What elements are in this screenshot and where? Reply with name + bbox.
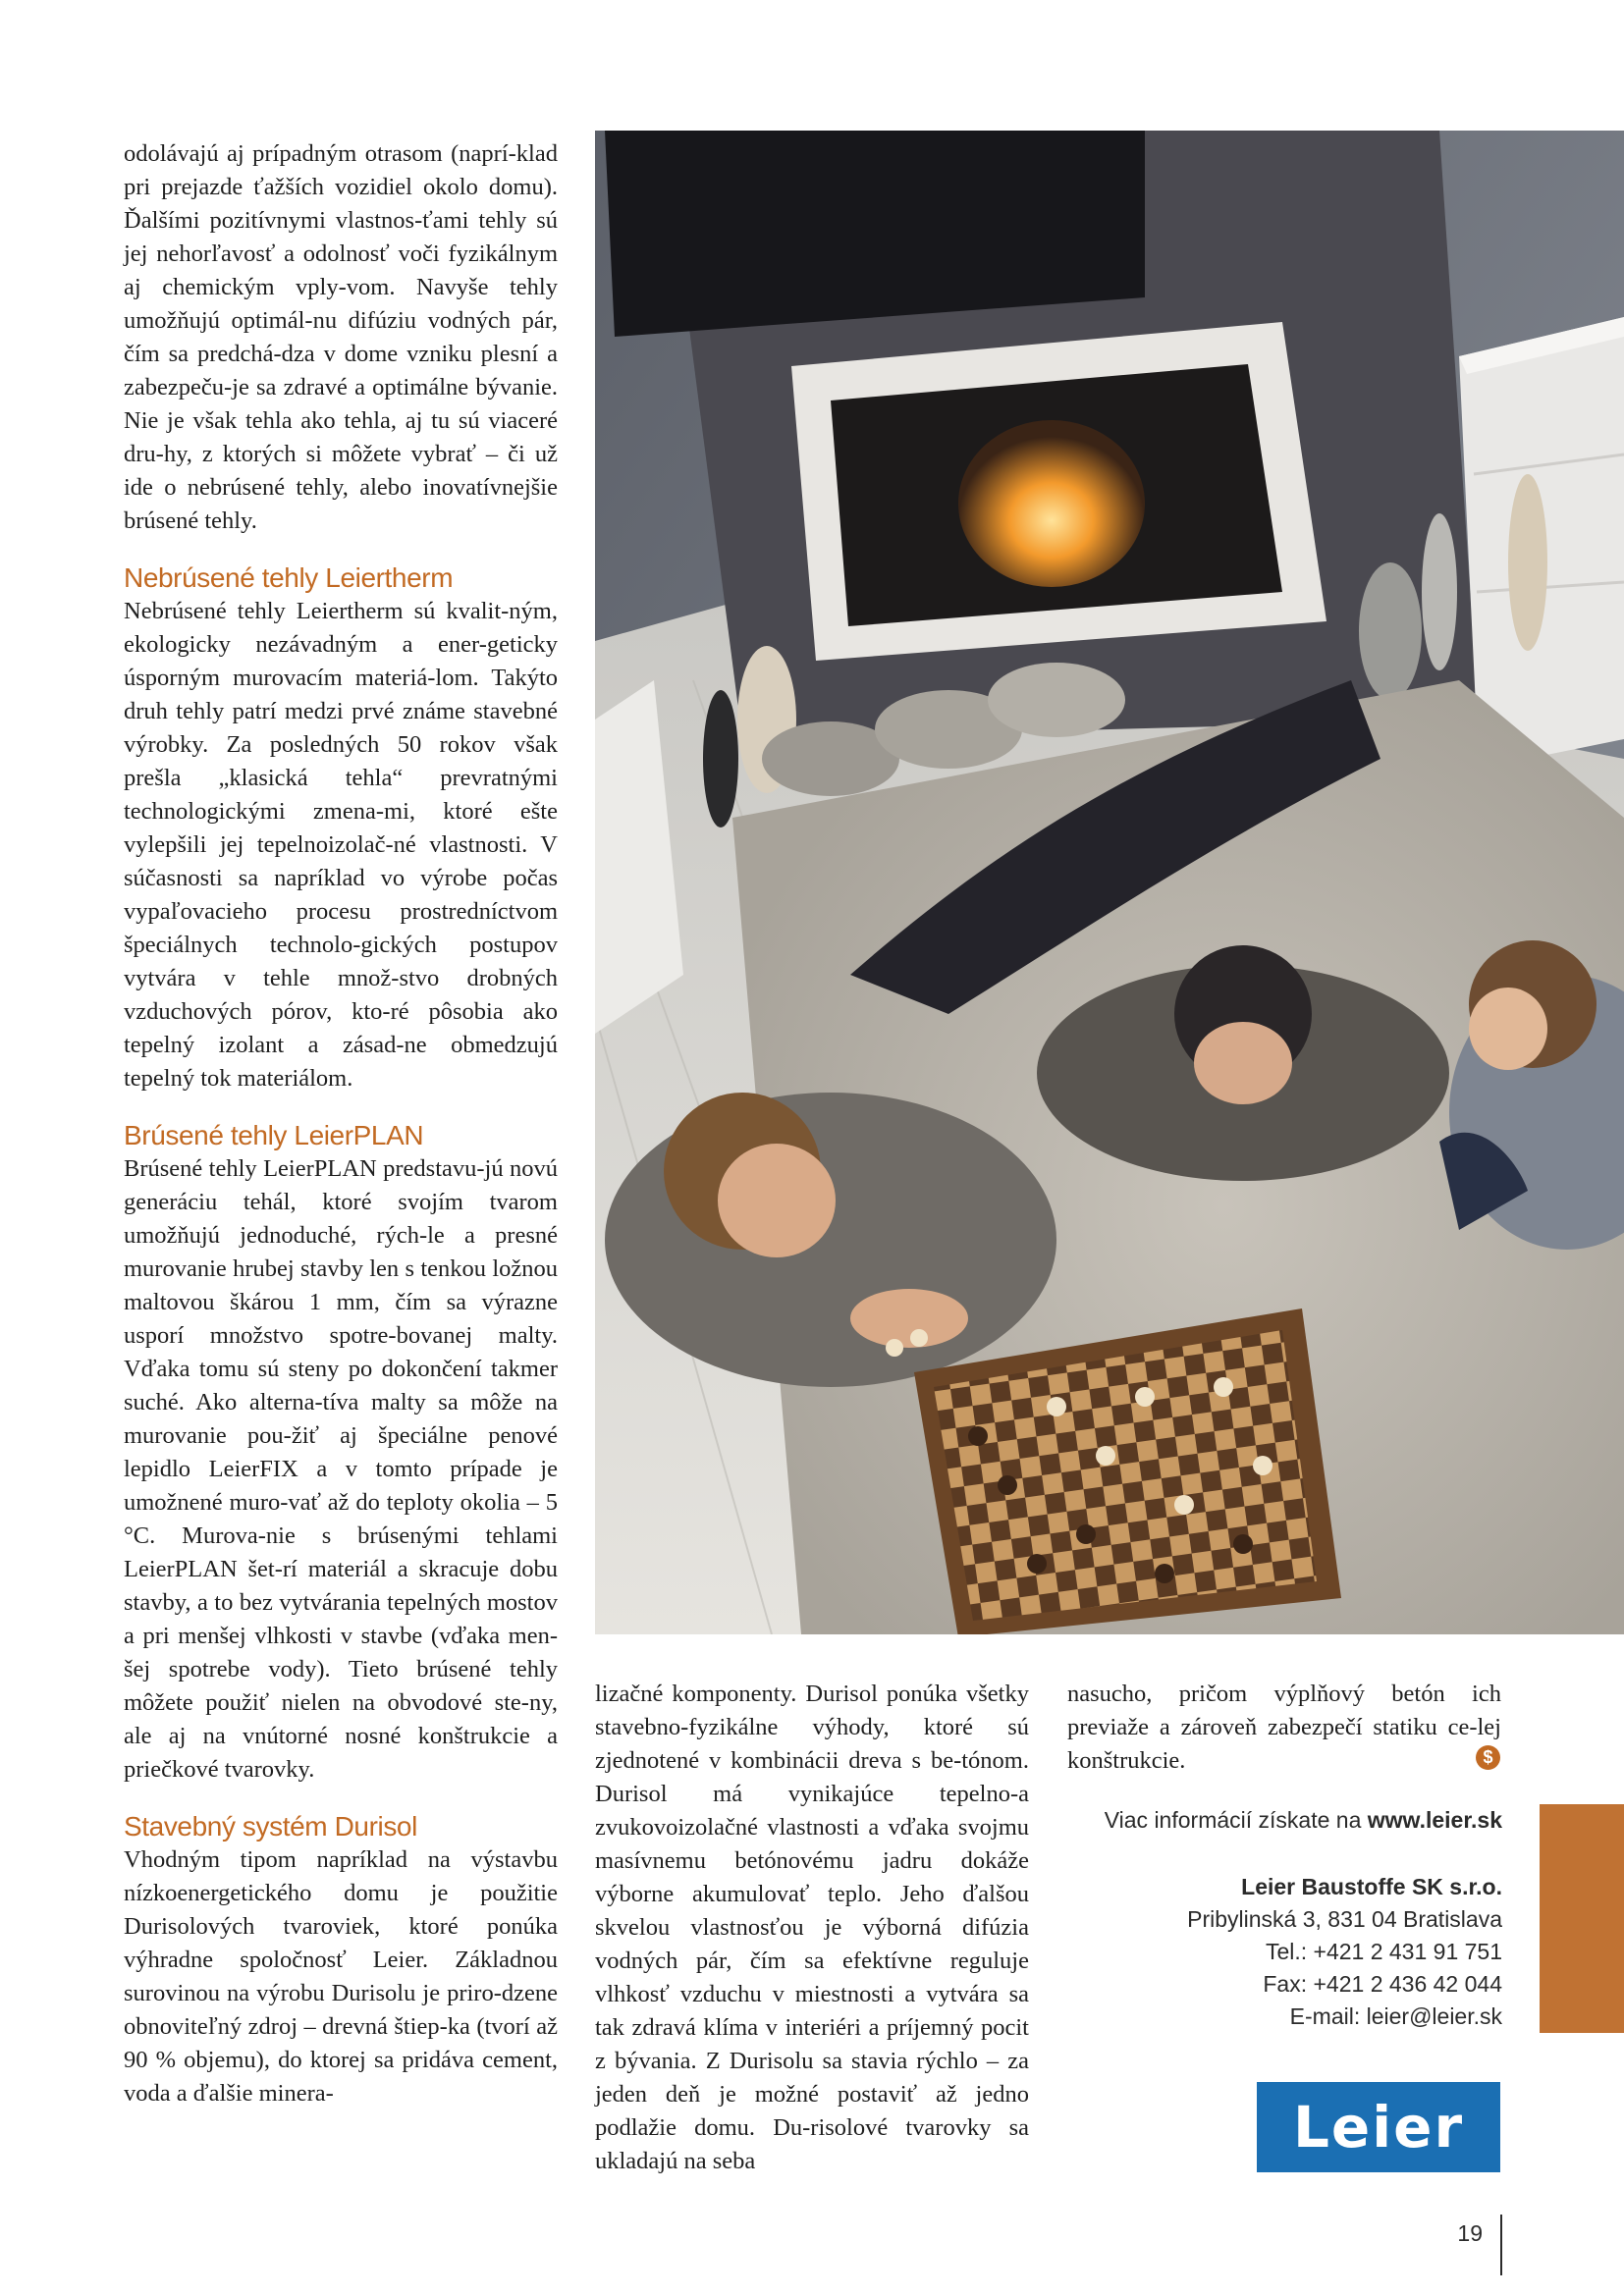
- paragraph-durisol: Vhodným tipom napríklad na výstavbu nízkoenergetického domu je použitie Durisolových tvaroviek, ktoré ponúka výhradne spoločnosť Leier. Základnou surovinou na výrobu Durisolu je priro-dzene obnoviteľný zdroj – drevná štiep-ka (tvorí až 90 % objemu), do ktorej sa pridáva cement, voda a ďalšie minera-: [124, 1846, 558, 2107]
- company-phone: Tel.: +421 2 431 91 751: [1265, 1939, 1502, 1964]
- leier-logo-text: Leier: [1292, 2094, 1465, 2161]
- company-fax: Fax: +421 2 436 42 044: [1263, 1971, 1502, 1997]
- website-link[interactable]: www.leier.sk: [1367, 1807, 1502, 1833]
- intro-paragraph: odolávajú aj prípadným otrasom (naprí-klad pri prejazde ťažších vozidiel okolo domu). Ďalšími pozitívnymi vlastnos-ťami tehly sú jej nehorľavosť a odolnosť voči fyzikálnym aj chemickým vply-vom. Navyše tehly umožňujú optimál-nu difúziu vodných pár, čím sa predchá-dza v dome vzniku plesní a zabezpeču-je sa zdravé a optimálne bývanie. Nie je však tehla ako tehla, aj tu sú viaceré dru-hy, z ktorých si môžete vybrať – či už ide o nebrúsené tehly, alebo inovatívnejšie brúsené tehly.: [124, 140, 558, 534]
- page-number-divider: [1500, 2215, 1502, 2275]
- page-number: 19: [1457, 2220, 1483, 2246]
- article-column-middle: [595, 1678, 1029, 2178]
- company-name: [1241, 1871, 1502, 1903]
- paragraph-durisol-continued: lizačné komponenty. Durisol ponúka všetky stavebno-fyzikálne výhody, ktoré sú zjednotené v kombinácii dreva s be-tónom. Durisol má vynikajúce tepelno-a zvukovoizolačné vlastnosti a vďaka svojmu masívnemu betónovému jadru dokáže výborne akumulovať teplo. Jeho ďalšou skvelou vlastnosťou je výborná difúzia vodných pár, čím sa efektívne reguluje vlhkosť vzduchu v miestnosti a vytvára sa tak zdravá klíma v interiéri a príjemný pocit z bývania. Z Durisolu sa stavia rýchlo – za jeden deň je možné postaviť až jedno podlažie domu. Du-risolové tvarovky sa ukladajú na seba: [595, 1681, 1029, 2174]
- paragraph-durisol-end: nasucho, pričom výplňový betón ich previaže a zároveň zabezpečí statiku ce-lej konštrukcie.: [1067, 1681, 1501, 1774]
- more-info-label: Viac informácií získate na: [1104, 1807, 1368, 1833]
- paragraph-leierplan: Brúsené tehly LeierPLAN predstavu-jú novú generáciu tehál, ktoré svojím tvarom umožňujú jednoduché, rých-le a presné murovanie hrubej stavby len s tenkou ložnou maltovou škárou 1 mm, čím sa výrazne usporí množstvo spotre-bovanej malty. Vďaka tomu sú steny po dokončení takmer suché. Ako alterna-tíva malty sa môže na murovanie pou-žiť aj špeciálne penové lepidlo LeierFIX a v tomto prípade je umožnené muro-vať až do teploty okolia – 5 °C. Murova-nie s brúsenými tehlami LeierPLAN šet-rí materiál a skracuje dobu stavby, a to bez vytvárania tepelných mostov a pri menšej vlhkosti v stavbe (vďaka men-šej spotrebe vody). Tieto brúsené tehly môžete použiť nielen na obvodové ste-ny, ale aj na vnútorné nosné konštrukcie a priečkové tvarovky.: [124, 1155, 558, 1783]
- company-name-text: Leier Baustoffe SK s.r.o.: [1241, 1874, 1502, 1899]
- paragraph-leiertherm: Nebrúsené tehly Leiertherm sú kvalit-ným, ekologicky nezávadným a ener-geticky úsporným murovacím materiá-lom. Takýto druh tehly patrí medzi prvé známe stavebné výrobky. Za posledných 50 rokov však prešla „klasická tehla“ prevratnými technologickými zmena-mi, ktoré ešte vylepšili jej tepelnoizolač-né vlastnosti. V súčasnosti sa napríklad vo výrobe počas vypaľovacieho procesu prostredníctvom špeciálnych technolo-gických postupov vytvára v tehle množ-stvo drobných vzduchových pórov, kto-ré pôsobia ako tepelný izolant a zásad-ne obmedzujú tepelný tok materiálom.: [124, 598, 558, 1092]
- heading-durisol: Stavebný systém Durisol: [124, 1811, 417, 1842]
- article-end-dollar-icon: $: [1476, 1745, 1500, 1770]
- more-info-line: [1105, 1804, 1502, 1837]
- article-column-right: [1067, 1678, 1501, 1778]
- family-chess-fireplace-photo: [595, 131, 1624, 1634]
- company-address: Pribylinská 3, 831 04 Bratislava: [1187, 1906, 1502, 1932]
- heading-leiertherm: Nebrúsené tehly Leiertherm: [124, 562, 454, 593]
- company-email[interactable]: E-mail: leier@leier.sk: [1289, 2003, 1502, 2029]
- leier-logo: [1257, 2082, 1500, 2172]
- heading-leierplan: Brúsené tehly LeierPLAN: [124, 1120, 424, 1150]
- article-column-left: [124, 137, 558, 2110]
- section-side-tab: [1540, 1804, 1624, 2033]
